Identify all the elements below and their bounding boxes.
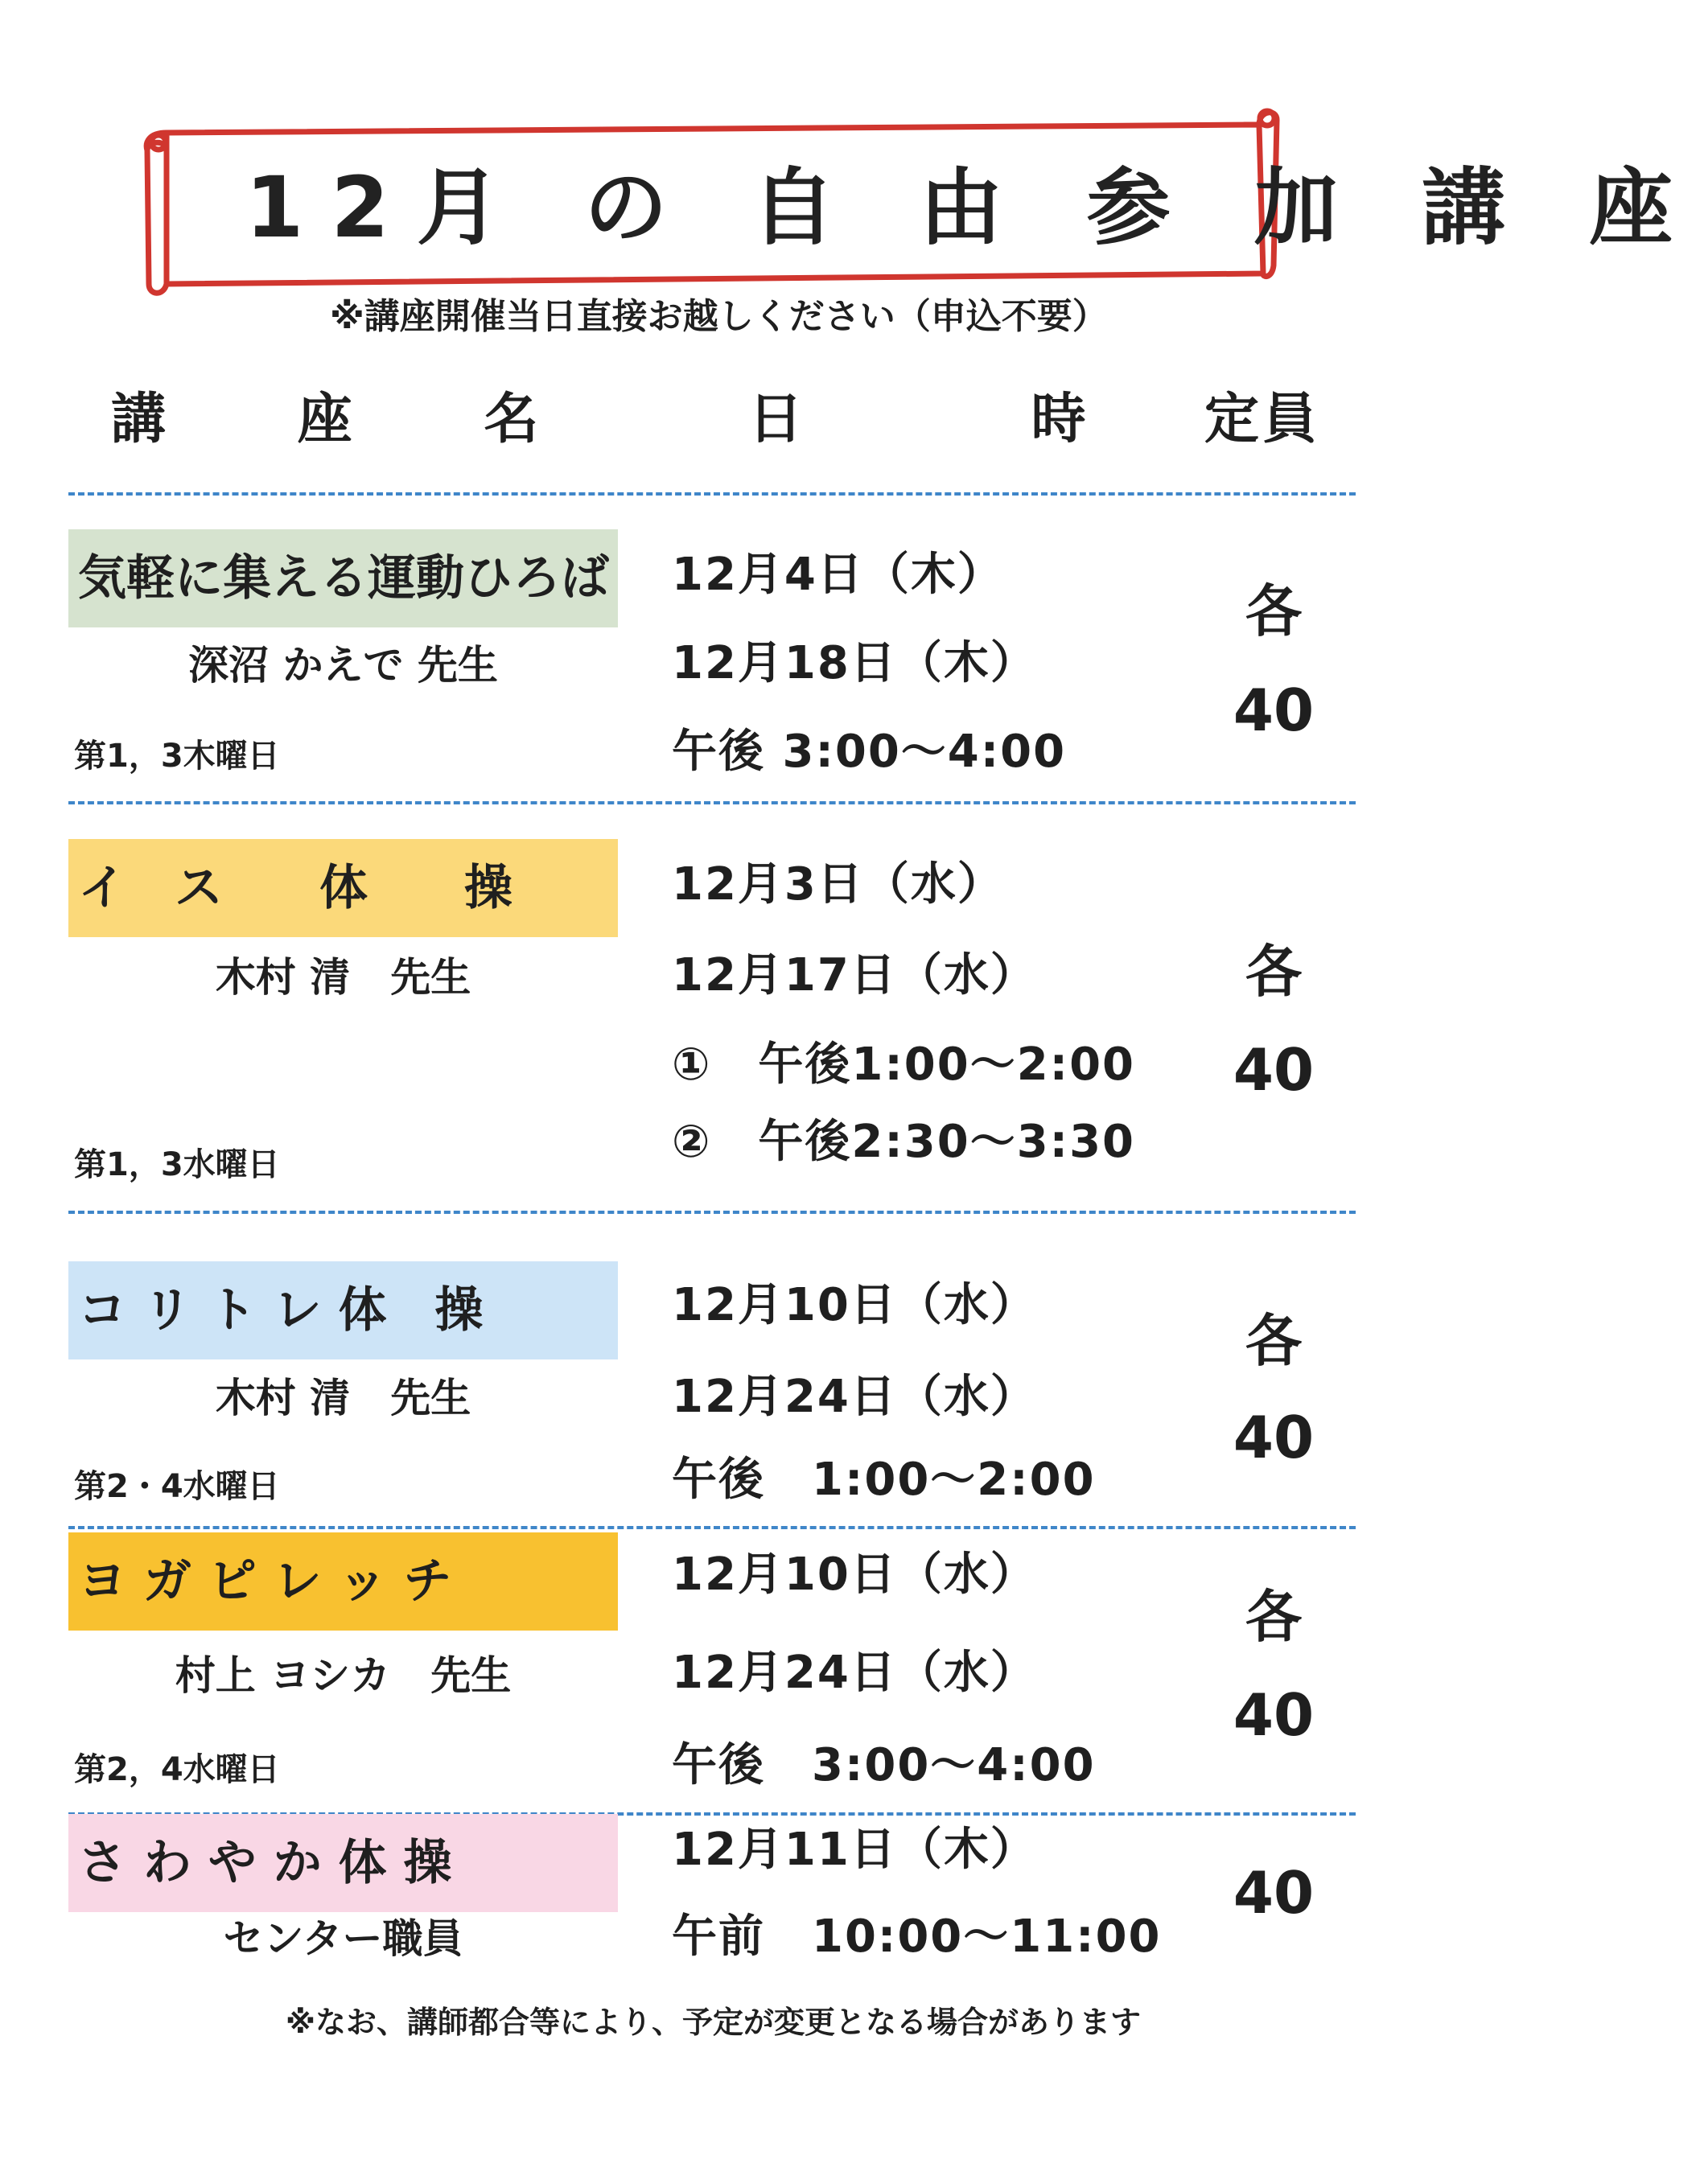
divider: [68, 1526, 1356, 1529]
footer-note: ※なお、講師都合等により、予定が変更となる場合があります: [286, 2005, 1141, 2040]
time-line: 午前 10:00～11:00: [672, 1910, 1162, 1963]
date-line: 12月24日（水）: [672, 1371, 1037, 1423]
capacity-each-label: 各: [1245, 939, 1302, 1005]
schedule-note: 第1，3木曜日: [74, 738, 280, 775]
date-line: 12月3日（水）: [672, 858, 1004, 911]
column-header-datetime: 日 時: [748, 388, 1191, 451]
no-registration-notice: ※講座開催当日直接お越しください（申込不要）: [330, 296, 1108, 337]
date-line: 12月10日（水）: [672, 1279, 1037, 1331]
schedule-note: 第2，4水曜日: [74, 1751, 280, 1788]
divider: [68, 801, 1356, 804]
date-line: 12月18日（木）: [672, 637, 1037, 689]
time-line: 午後 3:00～4:00: [672, 726, 1067, 778]
capacity-value: 40: [1233, 1404, 1315, 1471]
instructor: 深沼 かえで 先生: [188, 642, 498, 689]
date-line: 12月4日（木）: [672, 549, 1004, 601]
capacity-value: 40: [1233, 677, 1315, 744]
course-name: 気軽に集える運動ひろば: [68, 529, 618, 627]
divider: [68, 1211, 1356, 1214]
column-header-course-name: 講 座 名: [111, 388, 595, 451]
date-line: 12月10日（水）: [672, 1549, 1037, 1601]
date-line: 12月11日（木）: [672, 1824, 1037, 1876]
capacity-value: 40: [1233, 1859, 1315, 1927]
instructor: 木村 清 先生: [215, 1375, 471, 1421]
course-name: イ ス 体 操: [68, 839, 618, 937]
title-scroll-banner: [141, 101, 1700, 306]
page-title: 12月 の 自 由 参 加 講 座: [245, 158, 1700, 257]
capacity-value: 40: [1233, 1681, 1315, 1749]
course-name: さ わ や か 体 操: [68, 1814, 618, 1912]
schedule-note: 第1，3水曜日: [74, 1146, 280, 1183]
course-name: ヨ ガ ピ レ ッ チ: [68, 1532, 618, 1631]
time-line: 午後 3:00～4:00: [672, 1739, 1096, 1791]
time-line: 午後 1:00～2:00: [672, 1454, 1096, 1506]
capacity-each-label: 各: [1245, 578, 1302, 644]
divider: [68, 492, 1356, 496]
schedule-note: 第2・4水曜日: [74, 1468, 280, 1505]
capacity-each-label: 各: [1245, 1584, 1302, 1650]
instructor: 木村 清 先生: [215, 954, 471, 1001]
column-header-capacity: 定員: [1204, 388, 1321, 451]
instructor: センター職員: [223, 1915, 463, 1962]
date-line: 12月17日（水）: [672, 949, 1037, 1002]
time-slot-1: ① 午後1:00～2:00: [672, 1039, 1135, 1091]
date-line: 12月24日（水）: [672, 1647, 1037, 1699]
instructor: 村上 ヨシカ 先生: [175, 1652, 512, 1699]
course-name: コ リ ト レ 体 操: [68, 1261, 618, 1359]
time-slot-2: ② 午後2:30～3:30: [672, 1116, 1135, 1168]
capacity-value: 40: [1233, 1036, 1315, 1104]
capacity-each-label: 各: [1245, 1308, 1302, 1374]
